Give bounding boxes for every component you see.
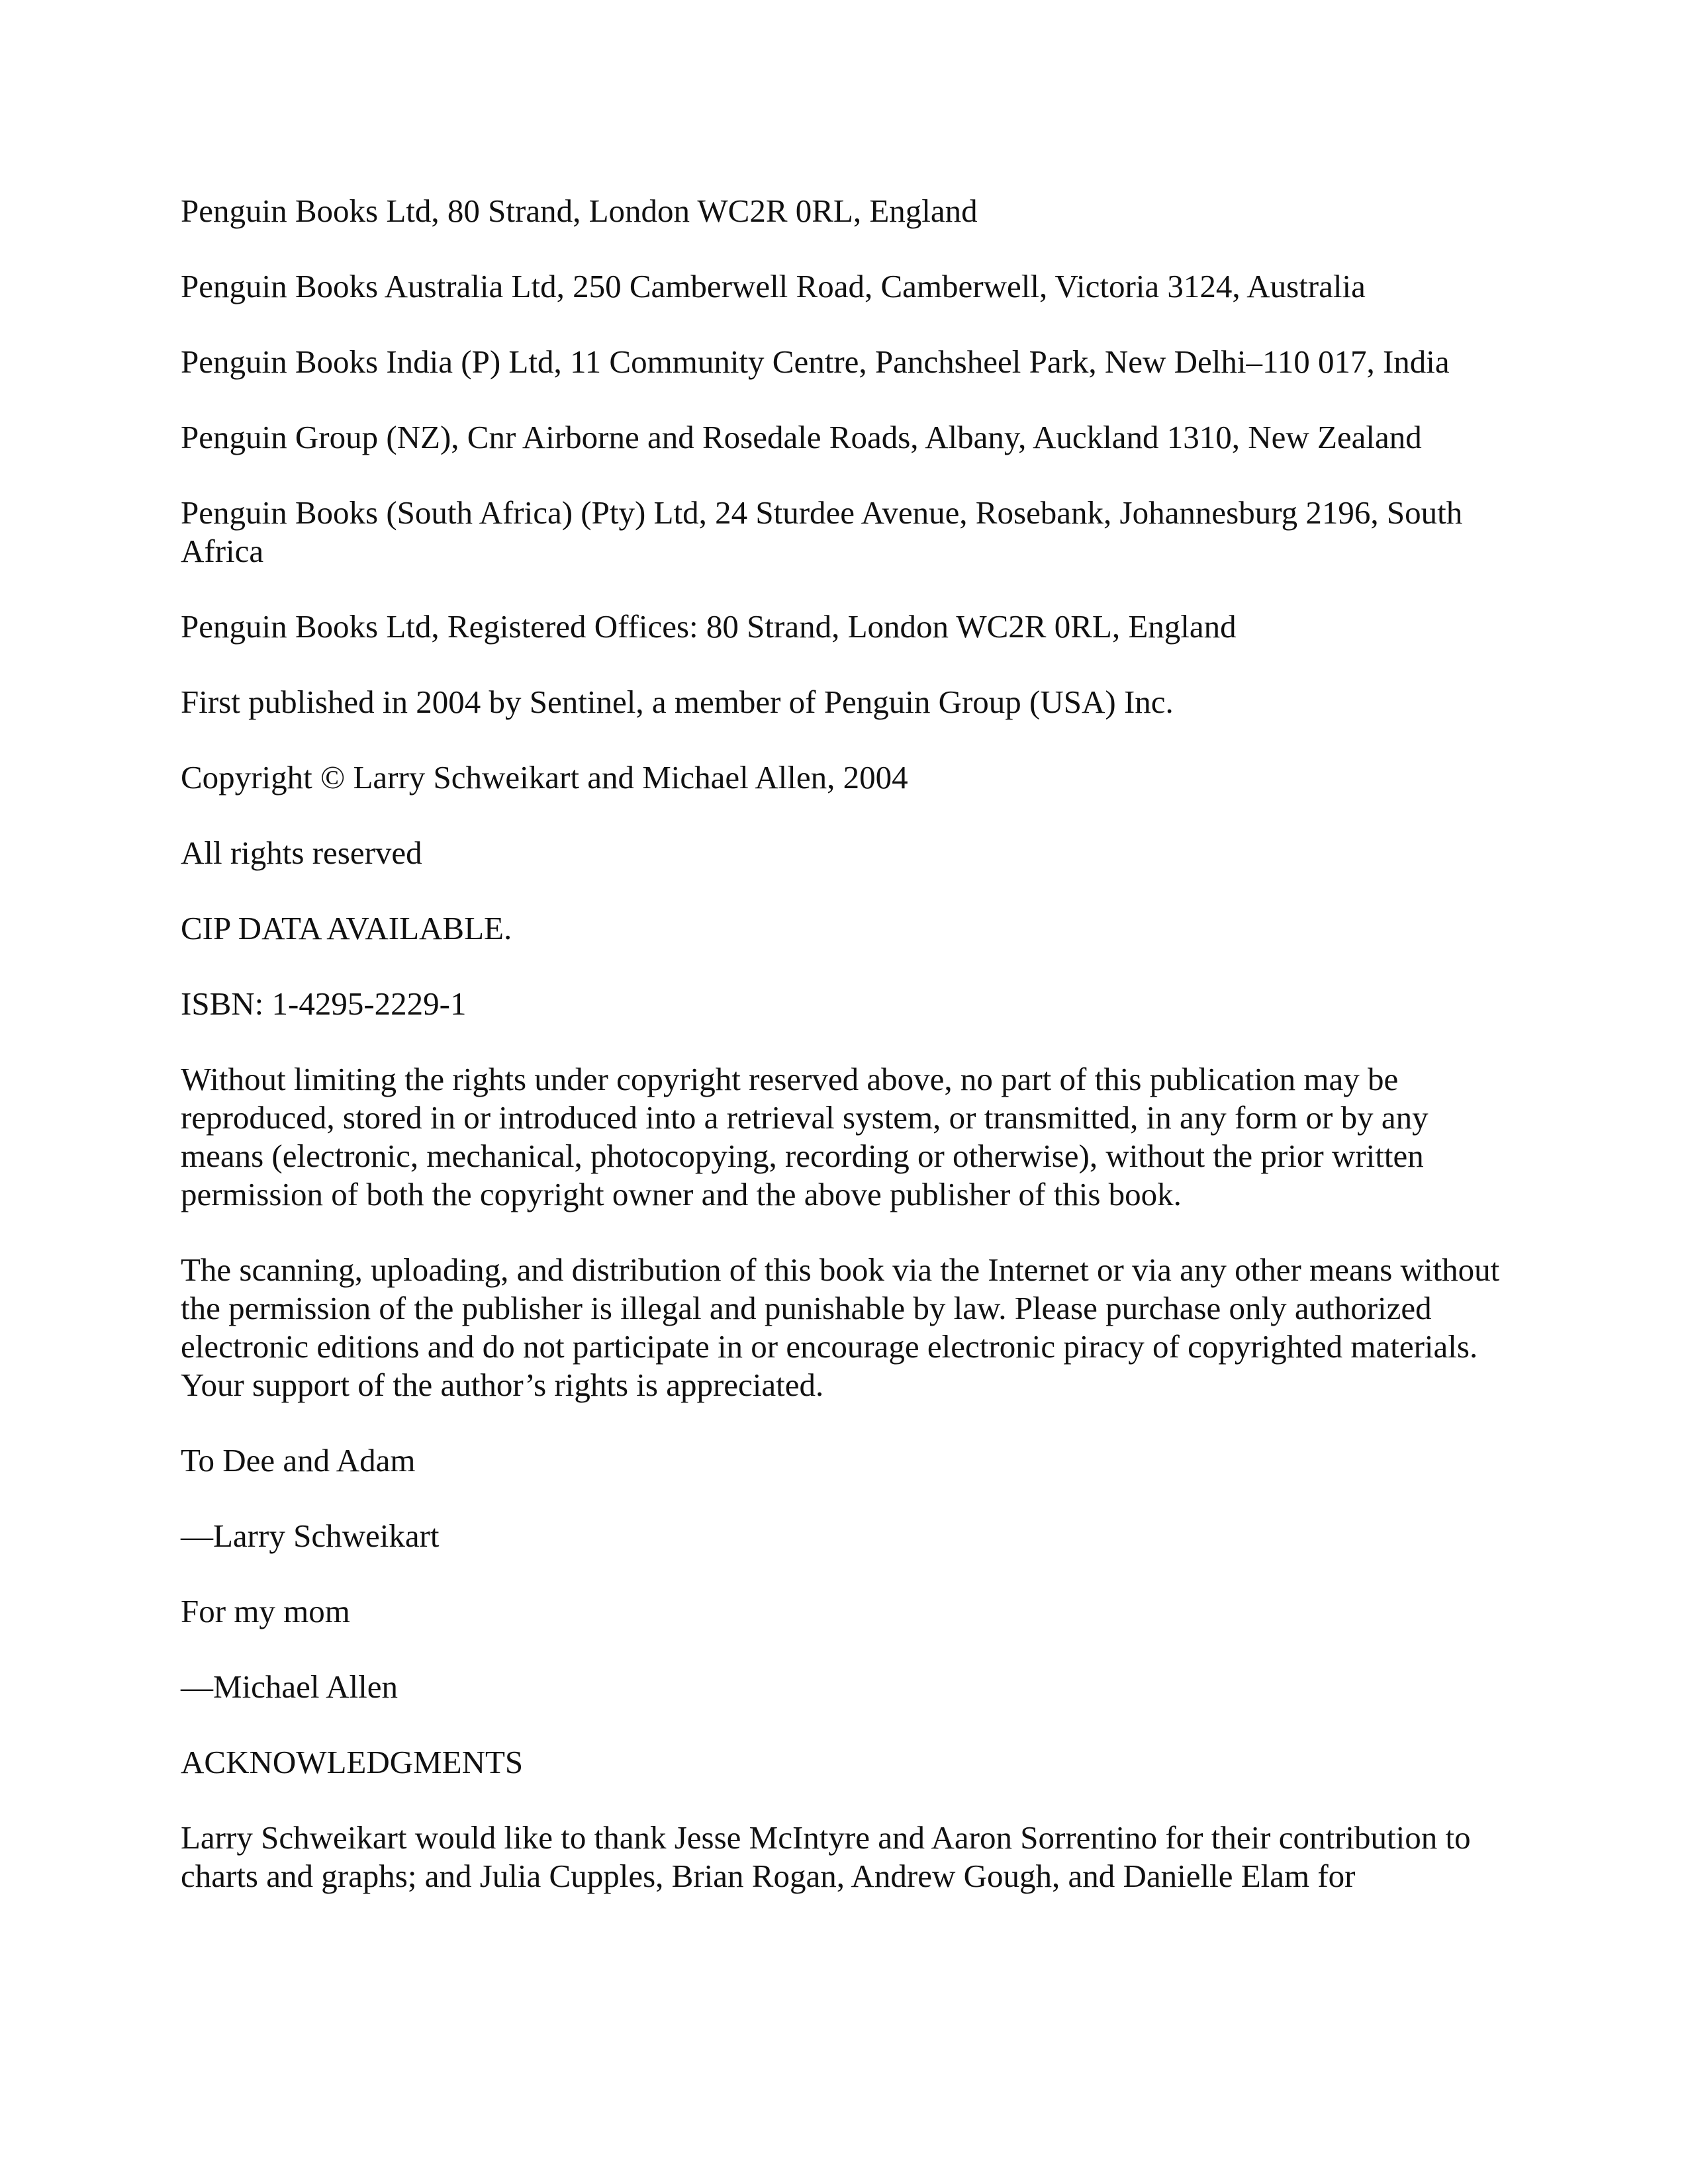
publisher-address-india: Penguin Books India (P) Ltd, 11 Community Centre, Panchsheel Park, New Delhi–110 017, India [181, 343, 1450, 380]
copyright-notice: Without limiting the rights under copyright reserved above, no part of this publication may be reproduced, stored in or introduced into a retrieval system, or transmitted, in any form or by any means (electronic, mechanical, photocopying, recording or otherwise), without the prior written permission of both the copyright owner and the above publisher of this book. [181, 1061, 1429, 1212]
publisher-address-nz: Penguin Group (NZ), Cnr Airborne and Rosedale Roads, Albany, Auckland 1310, New Zealand [181, 419, 1422, 455]
acknowledgments-heading: ACKNOWLEDGMENTS [181, 1744, 524, 1780]
acknowledgments-text: Larry Schweikart would like to thank Jesse McIntyre and Aaron Sorrentino for their contribution to charts and graphs; and Julia Cupples, Brian Rogan, Andrew Gough, and Danielle Elam for [181, 1819, 1471, 1894]
page-content [181, 192, 1511, 1933]
copyright-line: Copyright © Larry Schweikart and Michael Allen, 2004 [181, 759, 908, 796]
publisher-address-south-africa: Penguin Books (South Africa) (Pty) Ltd, 24 Sturdee Avenue, Rosebank, Johannesburg 2196, South Africa [181, 494, 1463, 569]
dedication-1: To Dee and Adam [181, 1442, 416, 1479]
rights-reserved: All rights reserved [181, 835, 422, 871]
dedication-2-author: —Michael Allen [181, 1668, 398, 1705]
piracy-notice: The scanning, uploading, and distribution of this book via the Internet or via any other means without the permission of the publisher is illegal and punishable by law. Please purchase only authorized electronic editions and do not participate in or encourage electronic piracy of copyrighted materials. Your support of the author’s rights is appreciated. [181, 1251, 1500, 1403]
publisher-address-australia: Penguin Books Australia Ltd, 250 Camberwell Road, Camberwell, Victoria 3124, Australia [181, 268, 1366, 304]
dedication-1-author: —Larry Schweikart [181, 1518, 440, 1554]
dedication-2: For my mom [181, 1593, 350, 1629]
isbn: ISBN: 1-4295-2229-1 [181, 985, 467, 1022]
publisher-address-uk: Penguin Books Ltd, 80 Strand, London WC2R 0RL, England [181, 193, 978, 229]
first-published: First published in 2004 by Sentinel, a member of Penguin Group (USA) Inc. [181, 684, 1174, 720]
cip-data: CIP DATA AVAILABLE. [181, 910, 512, 946]
registered-offices: Penguin Books Ltd, Registered Offices: 80 Strand, London WC2R 0RL, England [181, 608, 1237, 645]
